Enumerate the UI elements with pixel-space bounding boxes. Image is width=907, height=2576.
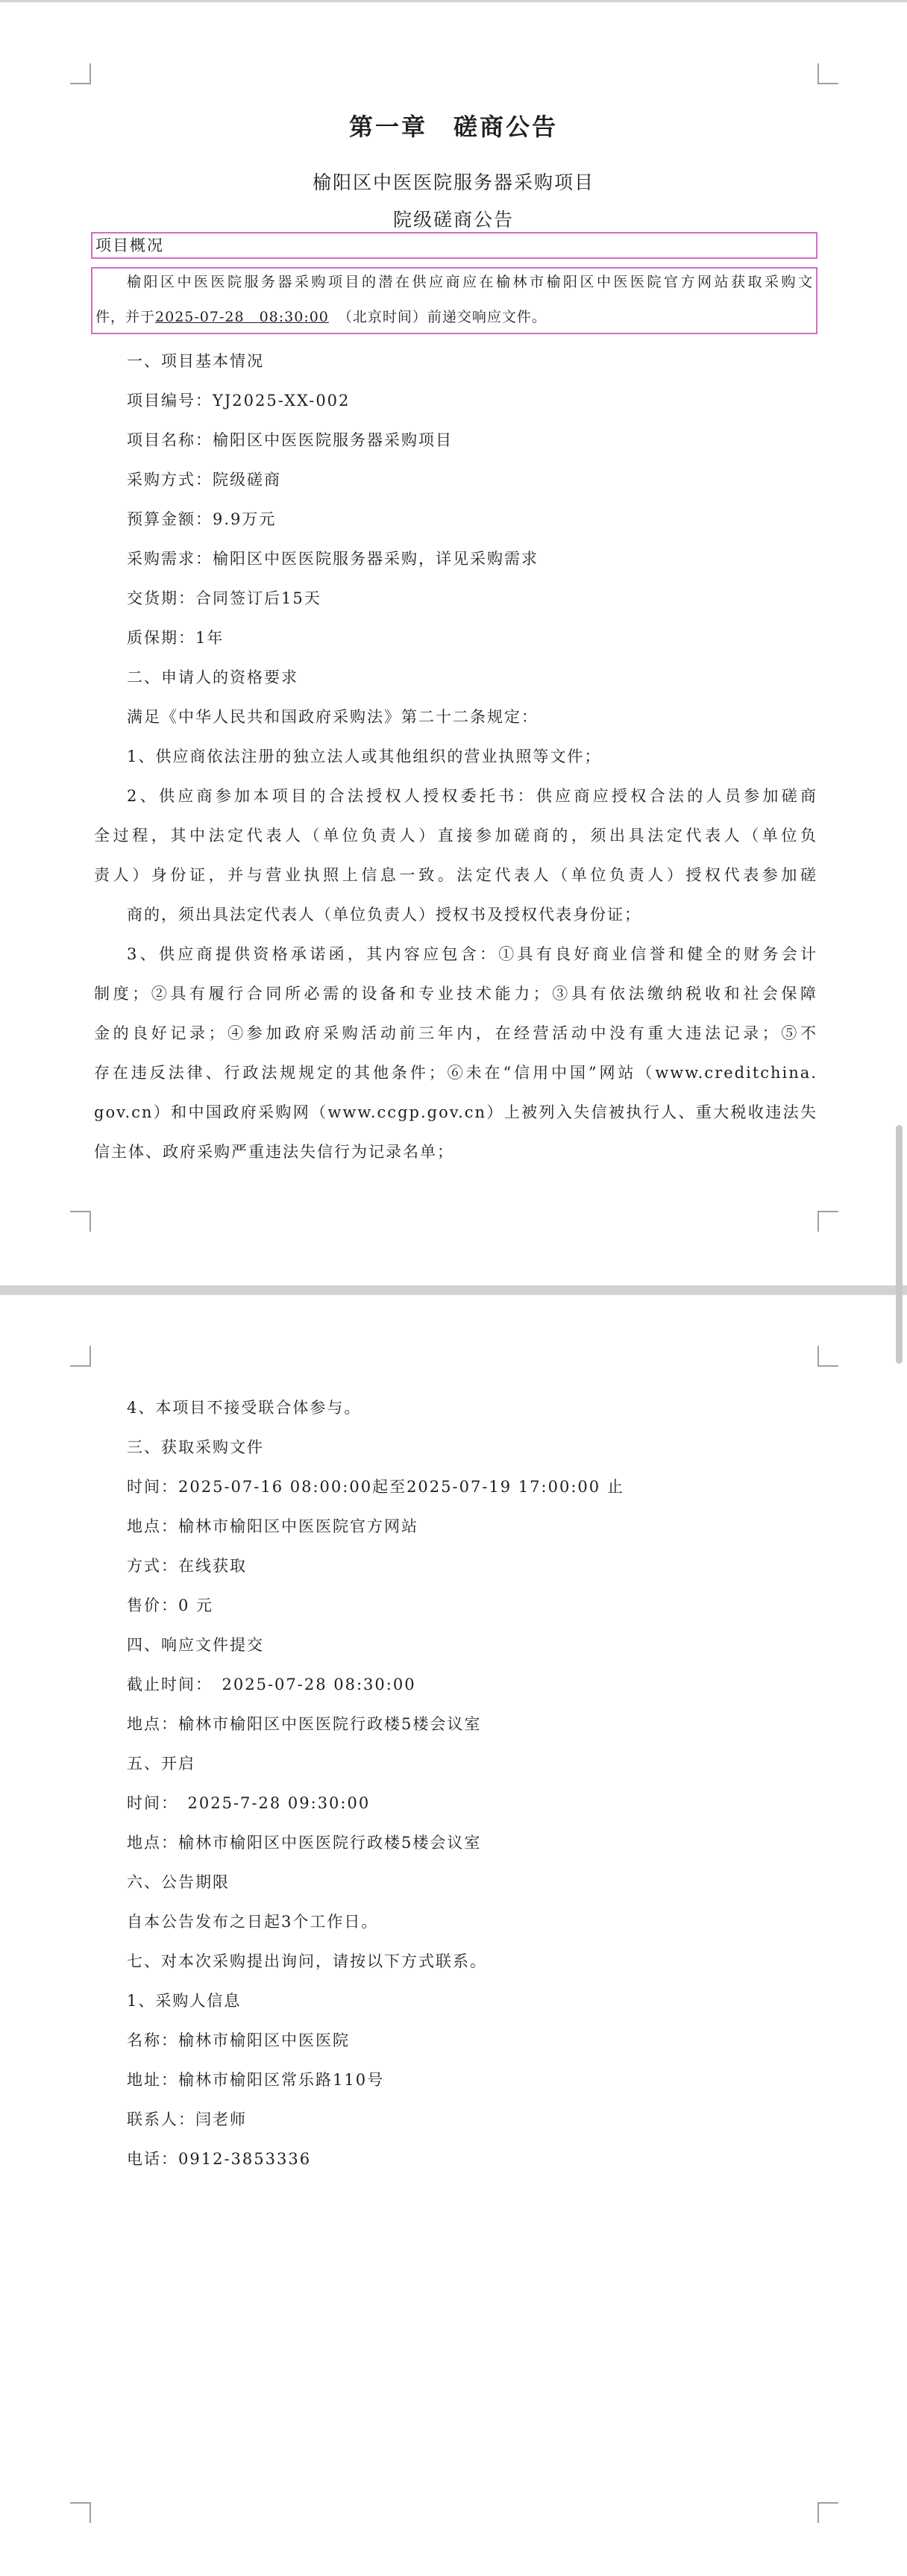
project-name: 项目名称：榆阳区中医医院服务器采购项目 (127, 431, 453, 449)
qualification-item-1: 1、供应商依法注册的独立法人或其他组织的营业执照等文件； (127, 748, 602, 765)
page-corner-mark (817, 1211, 838, 1232)
qualification-intro: 满足《中华人民共和国政府采购法》第二十二条规定： (127, 708, 539, 726)
section-heading-5: 五、开启 (127, 1755, 195, 1773)
submission-location: 地点：榆林市榆阳区中医医院行政楼5楼会议室 (127, 1715, 482, 1733)
page-corner-mark (70, 1211, 91, 1232)
section-heading-6: 六、公告期限 (127, 1873, 230, 1891)
opening-location: 地点：榆林市榆阳区中医医院行政楼5楼会议室 (127, 1834, 482, 1852)
procurement-requirement: 采购需求：榆阳区中医医院服务器采购，详见采购需求 (127, 550, 539, 568)
obtain-method: 方式：在线获取 (127, 1557, 247, 1575)
qualification-item-2-cont: 全过程，其中法定代表人（单位负责人）直接参加磋商的，须出具法定代表人（单位负 (94, 827, 817, 844)
section-heading-7: 七、对本次采购提出询问，请按以下方式联系。 (127, 1952, 487, 1970)
section-heading-4: 四、响应文件提交 (127, 1636, 264, 1654)
consortium-clause: 4、本项目不接受联合体参与。 (127, 1399, 362, 1417)
qualification-item-3-cont: 制度；②具有履行合同所必需的设备和专业技术能力；③具有依法缴纳税收和社会保障 (94, 985, 817, 1003)
qualification-item-3-cont: gov.cn）和中国政府采购网（www.ccgp.gov.cn）上被列入失信被执行人、重大税收违法失 (94, 1103, 817, 1121)
page-corner-mark (817, 2502, 838, 2523)
document-page-1 (0, 2, 907, 1285)
page-corner-mark (70, 63, 91, 84)
page-corner-mark (70, 1346, 91, 1367)
overview-label-box (91, 232, 817, 259)
contact-phone: 电话：0912-3853336 (127, 2150, 312, 2168)
purchaser-info-heading: 1、采购人信息 (127, 1992, 242, 2010)
overview-line-2: 件，并于2025-07-28 08:30:00 （北京时间）前递交响应文件。 (95, 309, 547, 325)
chapter-title: 第一章 磋商公告 (348, 113, 558, 141)
qualification-item-2-cont: 责人）身份证，并与营业执照上信息一致。法定代表人（单位负责人）授权代表参加磋 (94, 866, 817, 884)
deadline-value: 2025-07-28 08:30:00 (155, 309, 329, 325)
purchaser-address: 地址：榆林市榆阳区常乐路110号 (127, 2071, 385, 2089)
project-number: 项目编号：YJ2025-XX-002 (127, 392, 351, 410)
opening-time: 时间： 2025-7-28 09:30:00 (127, 1794, 371, 1812)
page-corner-mark (817, 1346, 838, 1367)
document-page-2 (0, 1295, 907, 2576)
purchaser-name: 名称：榆林市榆阳区中医医院 (127, 2031, 350, 2049)
announcement-period: 自本公告发布之日起3个工作日。 (127, 1913, 379, 1931)
qualification-item-3-cont: 信主体、政府采购严重违法失信行为记录名单； (94, 1143, 454, 1161)
obtain-location: 地点：榆林市榆阳区中医医院官方网站 (127, 1517, 418, 1535)
page-corner-mark (817, 63, 838, 84)
section-heading-2: 二、申请人的资格要求 (127, 668, 298, 686)
warranty-period: 质保期：1年 (127, 629, 225, 647)
qualification-item-3-cont: 金的良好记录；④参加政府采购活动前三年内，在经营活动中没有重大违法记录；⑤不 (94, 1024, 817, 1042)
submission-deadline: 截止时间： 2025-07-28 08:30:00 (127, 1676, 416, 1693)
qualification-item-3-cont: 存在违反法律、行政法规规定的其他条件；⑥未在“信用中国”网站（www.creditchina. (94, 1064, 817, 1082)
page-corner-mark (70, 2502, 91, 2523)
notice-title: 院级磋商公告 (392, 209, 514, 231)
qualification-item-3: 3、供应商提供资格承诺函，其内容应包含：①具有良好商业信誉和健全的财务会计 (127, 945, 817, 963)
procurement-method: 采购方式：院级磋商 (127, 471, 281, 489)
qualification-item-2: 2、供应商参加本项目的合法授权人授权委托书：供应商应授权合法的人员参加磋商 (127, 787, 817, 805)
page-separator (0, 1285, 907, 1295)
qualification-item-2-cont: 商的，须出具法定代表人（单位负责人）授权书及授权代表身份证； (127, 906, 641, 924)
delivery-period: 交货期：合同签订后15天 (127, 589, 321, 607)
overview-line-1: 榆阳区中医医院服务器采购项目的潜在供应商应在榆林市榆阳区中医医院官方网站获取采购文 (127, 274, 813, 290)
contact-person: 联系人：闫老师 (127, 2110, 247, 2128)
section-heading-1: 一、项目基本情况 (127, 352, 264, 370)
obtain-time: 时间：2025-07-16 08:00:00起至2025-07-19 17:00:00 止 (127, 1478, 624, 1496)
document-price: 售价：0 元 (127, 1596, 214, 1614)
vertical-scrollbar[interactable] (896, 1125, 903, 1364)
budget-amount: 预算金额：9.9万元 (127, 510, 277, 528)
project-title: 榆阳区中医医院服务器采购项目 (312, 172, 594, 193)
overview-label: 项目概况 (95, 236, 164, 254)
section-heading-3: 三、获取采购文件 (127, 1438, 264, 1456)
